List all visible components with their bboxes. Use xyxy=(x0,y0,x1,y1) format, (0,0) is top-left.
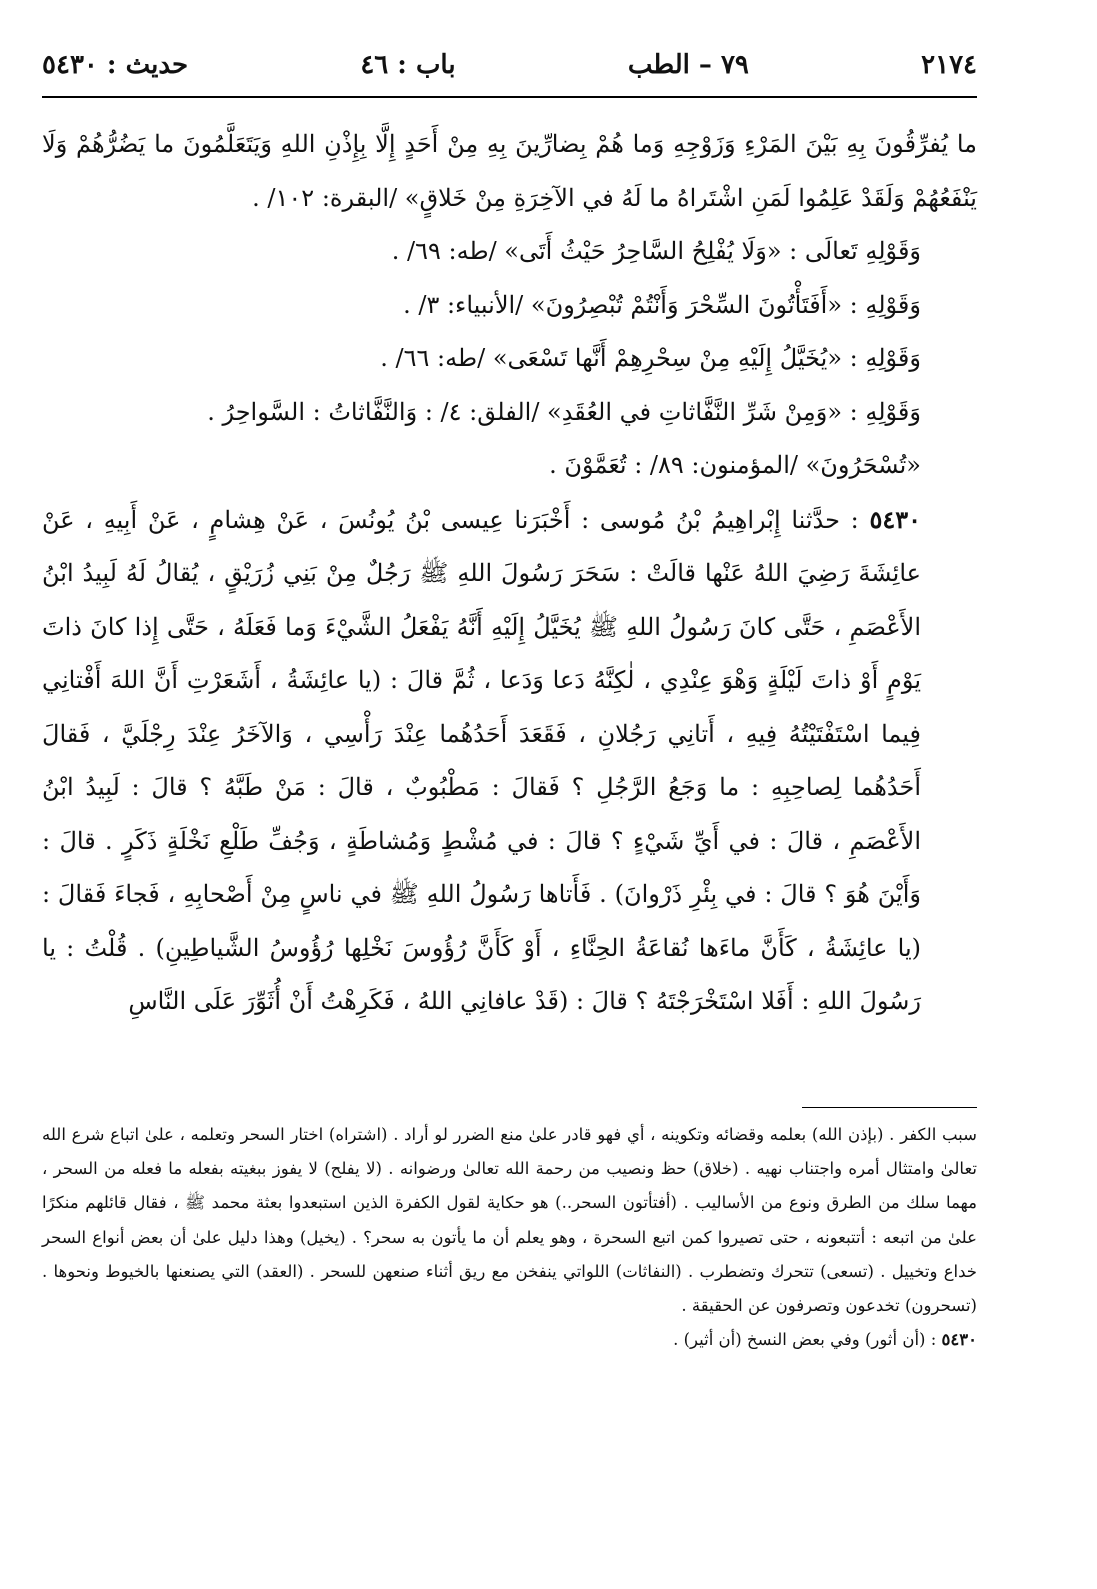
quran-quote: وَقَوْلِهِ : «يُخَيَّلُ إِلَيْهِ مِنْ سِحْرِهِمْ أَنَّها تَسْعَى» /طه: ٦٦/ . xyxy=(380,344,921,372)
quran-quote: وَقَوْلِهِ تَعالَى : «وَلَا يُفْلِحُ السَّاحِرُ حَيْثُ أَتَى» /طه: ٦٩/ . xyxy=(391,237,921,265)
hadith-text: : حدَّثنا إِبْراهِيمُ بْنُ مُوسى : أَخْبَرَنا عِيسى بْنُ يُونُسَ ، عَنْ هِشامٍ ، عَنْ أَبِيهِ ، عَنْ عائِشَةَ رَضِيَ اللهُ عَنْها قالَتْ : سَحَرَ رَسُولَ اللهِ ﷺ رَجُلٌ مِنْ بَنِي زُرَيْقٍ ، يُقالُ لَهُ لَبِيدُ ابْنُ الأَعْصَمِ ، حَتَّى كانَ رَسُولُ اللهِ ﷺ يُخَيَّلُ إِلَيْهِ أَنَّهُ يَفْعَلُ الشَّيْءَ وَما فَعَلَهُ ، حَتَّى إِذا كانَ ذاتَ يَوْمٍ أَوْ ذاتَ لَيْلَةٍ وَهْوَ عِنْدِي ، لٰكِنَّهُ دَعا وَدَعا ، ثُمَّ قالَ : (يا عائِشَةُ ، أَشَعَرْتِ أَنَّ اللهَ أَفْتانِي فِيما اسْتَفْتَيْتُهُ فِيهِ ، أَتانِي رَجُلانِ ، فَقَعَدَ أَحَدُهُما عِنْدَ رَأْسِي ، وَالآخَرُ عِنْدَ رِجْلَيَّ ، فَقالَ أَحَدُهُما لِصاحِبِهِ : ما وَجَعُ الرَّجُلِ ؟ فَقالَ : مَطْبُوبٌ ، قالَ : مَنْ طَبَّهُ ؟ قالَ : لَبِيدُ ابْنُ الأَعْصَمِ ، قالَ : في أَيِّ شَيْءٍ ؟ قالَ : في مُشْطٍ وَمُشاطَةٍ ، وَجُفِّ طَلْعِ نَخْلَةٍ ذَكَرٍ . قالَ : وَأَيْنَ هُوَ ؟ قالَ : في بِئْرِ ذَرْوانَ) . فَأَتاها رَسُولُ اللهِ ﷺ في ناسٍ مِنْ أَصْحابِهِ ، فَجاءَ فَقالَ : (يا عائِشَةُ ، كَأَنَّ ماءَها نُقاعَةُ الحِنَّاءِ ، أَوْ كَأَنَّ رُؤُوسَ نَخْلِها رُؤُوسُ الشَّياطِينِ) . قُلْتُ : يا رَسُولَ اللهِ : أَفَلا اسْتَخْرَجْتَهُ ؟ قالَ : (قَدْ عافانِي اللهُ ، فَكَرِهْتُ أَنْ أُثَوِّرَ عَلَى النَّاسِ xyxy=(42,505,921,1015)
hadith-number: ٥٤٣٠ xyxy=(869,504,921,534)
quran-quote: «تُسْحَرُونَ» /المؤمنون: ٨٩/ : تُعَمَّوْنَ . xyxy=(549,451,921,479)
hadith-number-header: حديث : ٥٤٣٠ xyxy=(42,50,189,80)
quran-quote: وَقَوْلِهِ : «أَفَتَأْتُونَ السِّحْرَ وَأَنْتُمْ تُبْصِرُونَ» /الأنبياء: ٣/ . xyxy=(403,290,921,319)
footnote-commentary: سبب الكفر . (بإذن الله) بعلمه وقضائه وتكوينه ، أي فهو قادر علىٰ منع الضرر لو أراد . (اشتراه) اختار السحر وتعلمه ، علىٰ اتباع شرع الله تعالىٰ وامتثال أمره واجتناب نهيه . (خلاق) حظ ونصيب من رحمة الله تعالىٰ ورضوانه . (لا يفلح) لا يفوز ببغيته بفعله ما فعله من السحر ، مهما سلك من الطرق ونوع من الأساليب . (أفتأتون السحر..) هو حكاية لقول الكفرة الذين استبعدوا بعثة محمد ﷺ ، فقال قائلهم منكرًا علىٰ من اتبعه : أتتبعونه ، حتى تصيروا كمن اتبع السحرة ، وهو يعلم أن ما يأتون به سحر؟ . (يخيل) وهذا دليل علىٰ أن بعض أنواع السحر خداع وتخييل . (تسعى) تتحرك وتضطرب . (النفاثات) اللواتي ينفخن مع ريق أثناء صنعهن للسحر . (العقد) التي يصنعنها بالخيوط ونحوها . (تسحرون) تخدعون وتصرفون عن الحقيقة . xyxy=(42,1125,977,1316)
quran-quote: وَقَوْلِهِ : «وَمِنْ شَرِّ النَّفَّاثاتِ في العُقَدِ» /الفلق: ٤/ : وَالنَّفَّاثاتُ : السَّواحِرُ . xyxy=(207,397,921,426)
footnotes xyxy=(42,1118,977,1357)
header-divider xyxy=(42,96,977,98)
footnote-hadith-note xyxy=(42,1323,977,1357)
verse-continuation: ما يُفرِّقُونَ بِهِ بَيْنَ المَرْءِ وَزَوْجِهِ وَما هُمْ بِضارِّينَ بِهِ مِنْ أَحَدٍ إِلَّا بِإِذْنِ اللهِ وَيَتَعَلَّمُونَ ما يَضُرُّهُمْ وَلَا يَنْفَعُهُمْ وَلَقَدْ عَلِمُوا لَمَنِ اشْتَراهُ ما لَهُ في الآخِرَةِ مِنْ خَلاقٍ» /البقرة: ١٠٢/ . xyxy=(42,130,977,212)
page-number: ٢١٧٤ xyxy=(921,50,977,80)
chapter-title: ٧٩ – الطب xyxy=(627,50,749,80)
bab-number: باب : ٤٦ xyxy=(360,50,456,80)
page-header xyxy=(42,40,977,90)
footnote-divider xyxy=(802,1107,977,1108)
footnote-note-text: : (أن أثور) وفي بعض النسخ (أن أثير) . xyxy=(673,1330,942,1350)
main-text xyxy=(42,118,977,1029)
footnote-number: ٥٤٣٠ xyxy=(941,1330,977,1350)
hadith-paragraph xyxy=(42,493,977,1029)
